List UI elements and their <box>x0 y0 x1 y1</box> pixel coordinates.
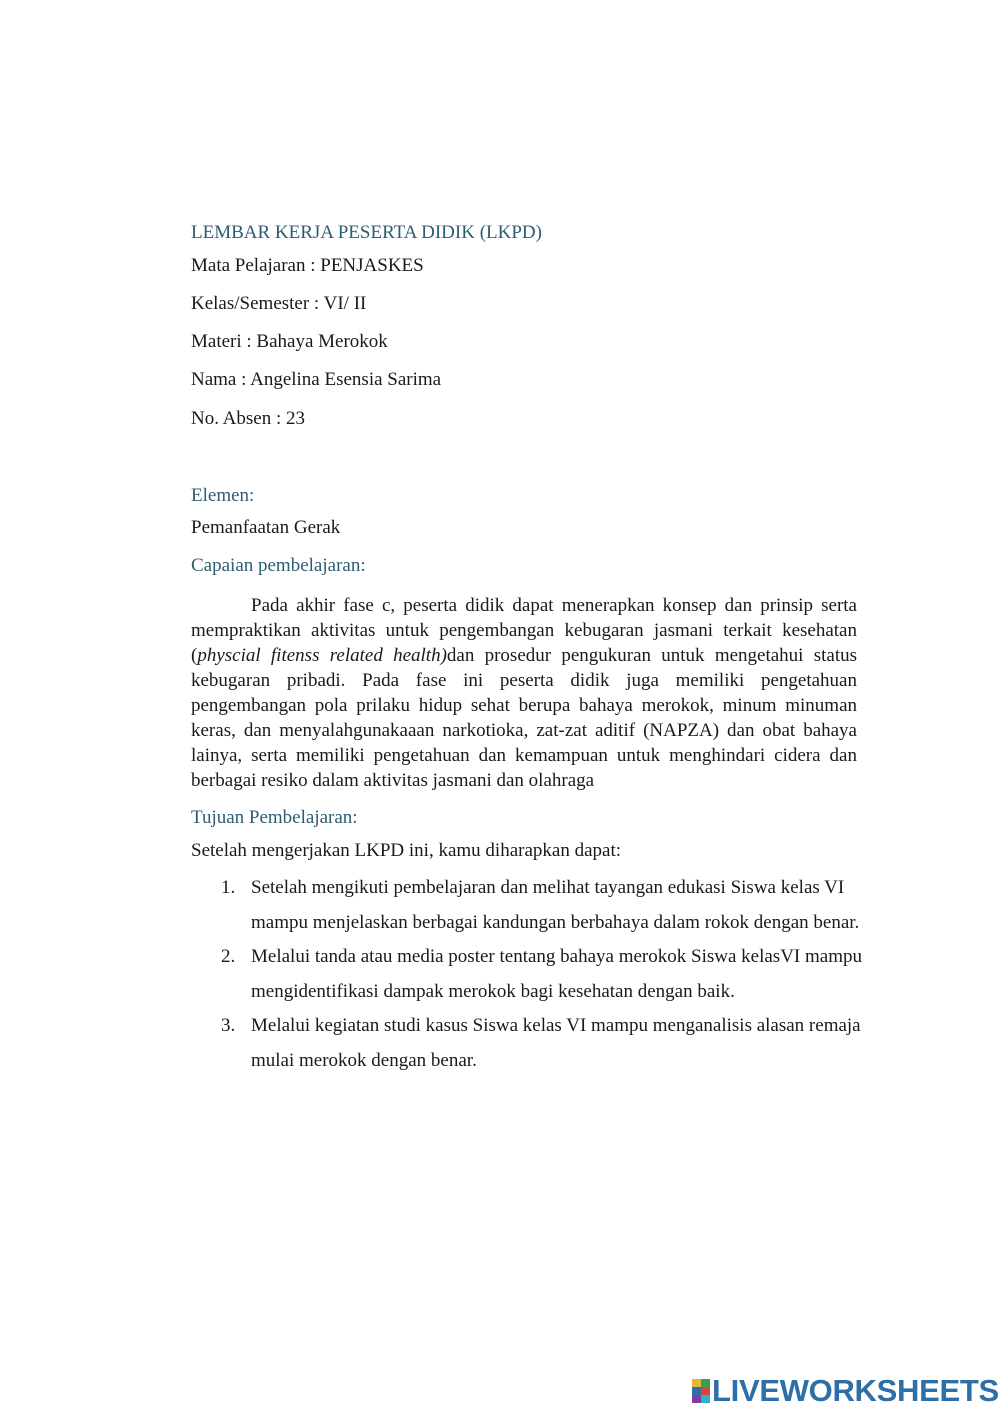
list-item-number: 3. <box>221 1015 236 1036</box>
liveworksheets-logo-text: LIVEWORKSHEETS <box>712 1373 999 1408</box>
tujuan-list <box>191 871 871 1078</box>
document-title: LEMBAR KERJA PESERTA DIDIK (LKPD) <box>191 222 542 243</box>
list-item-text: Setelah mengikuti pembelajaran dan melihat tayangan edukasi Siswa kelas VI mampu menjelaskan berbagai kandungan berbahaya dalam rokok dengan benar. <box>251 877 860 933</box>
list-item-number: 2. <box>221 946 236 967</box>
elemen-heading: Elemen: <box>191 485 255 506</box>
tujuan-intro: Setelah mengerjakan LKPD ini, kamu diharapkan dapat: <box>191 840 622 861</box>
subject-line: Mata Pelajaran : PENJASKES <box>191 255 424 276</box>
list-item-number: 1. <box>221 877 236 898</box>
capaian-text-italic: physcial fitenss related health) <box>197 645 447 666</box>
liveworksheets-logo[interactable] <box>692 1373 999 1408</box>
list-item-text: Melalui tanda atau media poster tentang bahaya merokok Siswa kelasVI mampu mengidentifikasi dampak merokok bagi kesehatan dengan baik. <box>251 946 862 1002</box>
list-item <box>191 940 871 1009</box>
list-item <box>191 1009 871 1078</box>
class-semester-line: Kelas/Semester : VI/ II <box>191 293 367 314</box>
list-item <box>191 871 871 940</box>
student-name-line: Nama : Angelina Esensia Sarima <box>191 369 442 390</box>
capaian-text-1: Pada akhir fase c, peserta didik dapat menerapkan konsep dan prinsip serta mempraktikan aktivitas untuk pengembangan kebugaran jasmani terkait kesehatan ( <box>191 595 857 666</box>
absent-number-line: No. Absen : 23 <box>191 408 305 429</box>
material-line: Materi : Bahaya Merokok <box>191 331 388 352</box>
capaian-paragraph <box>191 593 857 793</box>
list-item-text: Melalui kegiatan studi kasus Siswa kelas VI mampu menganalisis alasan remaja mulai merokok dengan benar. <box>251 1015 861 1071</box>
elemen-value: Pemanfaatan Gerak <box>191 517 341 538</box>
tujuan-heading: Tujuan Pembelajaran: <box>191 807 358 828</box>
capaian-heading: Capaian pembelajaran: <box>191 555 366 576</box>
liveworksheets-logo-icon <box>692 1379 710 1403</box>
capaian-text-2: dan prosedur pengukuran untuk mengetahui status kebugaran pribadi. Pada fase ini peserta didik juga memiliki pengetahuan pengembangan pola prilaku hidup sehat berupa bahaya merokok, minum minuman keras, dan menyalahgunakaaan narkotioka, zat-zat aditif (NAPZA) dan obat bahaya lainya, serta memiliki pengetahuan dan kemampuan untuk menghindari cidera dan berbagai resiko dalam aktivitas jasmani dan olahraga <box>191 645 857 791</box>
